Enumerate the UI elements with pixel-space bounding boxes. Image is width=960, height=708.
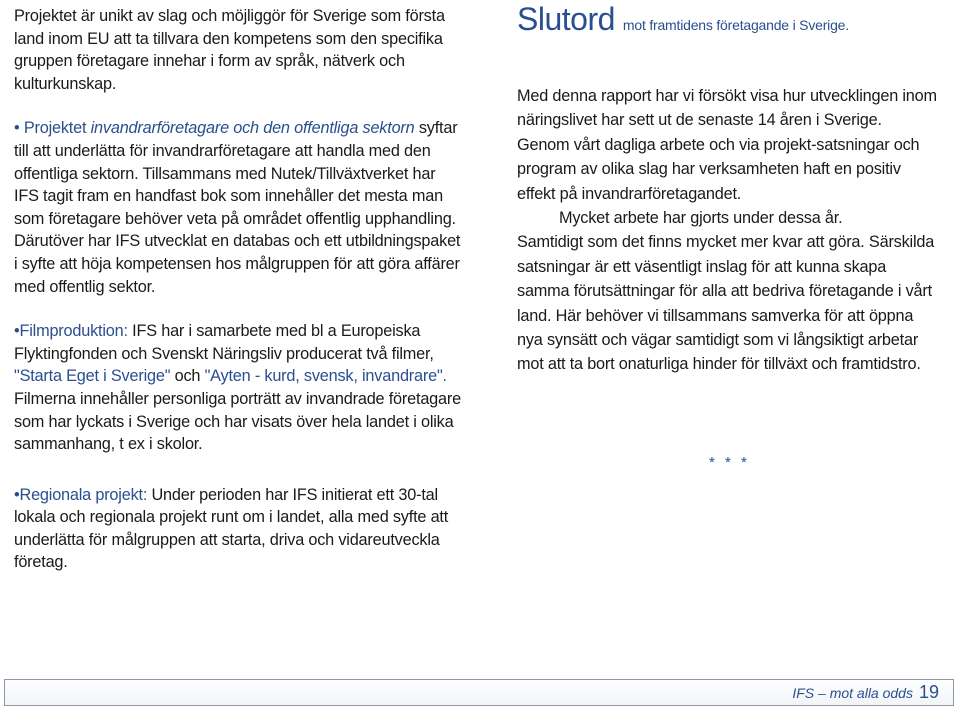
bullet-filmproduktion — [14, 320, 464, 456]
bullet-marker: • — [14, 485, 20, 504]
conjunction: och — [174, 367, 201, 386]
bullet-text-2: Filmerna innehåller personliga porträtt av invandrade företagare som har lyckats i Sverige och har visats över hela landet i olika sammanhang, t ex i skolor. — [14, 389, 461, 454]
bullet-title: invandrarföretagare och den offentliga sektorn — [90, 119, 415, 138]
section-subheading: mot framtidens företagande i Sverige. — [622, 17, 849, 33]
bullet-regionala-projekt — [14, 484, 464, 574]
closing-paragraph-1: Med denna rapport har vi försökt visa hur utvecklingen inom näringslivet har sett ut de senaste 14 åren i Sverige. Genom vårt dagliga arbete och via projekt-satsningar och program av olika slag har verksamheten haft en positiv effekt på invandrarföretagandet. — [517, 87, 937, 203]
section-heading: Slutord — [517, 1, 615, 37]
bullet-marker: • — [14, 119, 20, 138]
film-title-2: "Ayten - kurd, svensk, invandrare". — [204, 367, 447, 386]
bullet-text: Under perioden har IFS initierat ett 30-tal lokala och regionala projekt runt om i landet, alla med syfte att underlätta för målgruppen att starta, driva och vidareutveckla företag. — [14, 485, 449, 572]
bullet-prefix: Projektet — [23, 119, 87, 138]
bullet-text: syftar till att underlätta för invandrarföretagare att handla med den offentliga sektorn. Tillsammans med Nutek/Tillväxtverket har IFS tagit fram en handfast bok som innehåller det mesta man som företagare behöver veta på området offentlig upphandling. Därutöver har IFS utvecklat en databas och ett utbildningspaket i syfte att höja kompetensen hos målgruppen för att göra affärer med offentlig sektor. — [14, 119, 461, 296]
footer-text — [792, 682, 939, 703]
footer-label: IFS – mot alla odds — [792, 685, 913, 701]
bullet-marker: • — [14, 322, 20, 341]
closing-paragraph-2: Mycket arbete har gjorts under dessa år. — [559, 209, 843, 228]
bullet-title: Regionala projekt: — [19, 485, 148, 504]
film-title-1: "Starta Eget i Sverige" — [14, 367, 171, 386]
closing-paragraph-3: Samtidigt som det finns mycket mer kvar att göra. Särskilda satsningar är ett väsentligt inslag för att kunna skapa samma förutsättningar för alla att bedriva företagande i vårt land. Här behöver vi tillsammans samverka för att öppna nya synsätt och vägar samtidigt som vi långsiktigt arbetar mot att ta bort onaturliga hinder för tillväxt och framtidstro. — [517, 233, 935, 374]
bullet-title: Filmproduktion: — [19, 322, 128, 341]
right-column — [517, 0, 937, 377]
heading-row — [517, 0, 937, 38]
page-number: 19 — [918, 682, 939, 702]
intro-paragraph: Projektet är unikt av slag och möjliggör för Sverige som första land inom EU att ta tillvara den kompetens som den specifika gruppen företagare innehar i form av språk, nätverk och kulturkunskap. — [14, 7, 445, 93]
bullet-text: IFS har i samarbete med bl a Europeiska Flyktingfonden och Svenskt Näringsliv producerat två filmer, — [14, 322, 434, 363]
section-divider-stars: * * * — [709, 454, 750, 471]
left-column — [14, 5, 464, 596]
page-footer — [4, 679, 954, 706]
bullet-invandrarforetagare — [14, 117, 464, 298]
